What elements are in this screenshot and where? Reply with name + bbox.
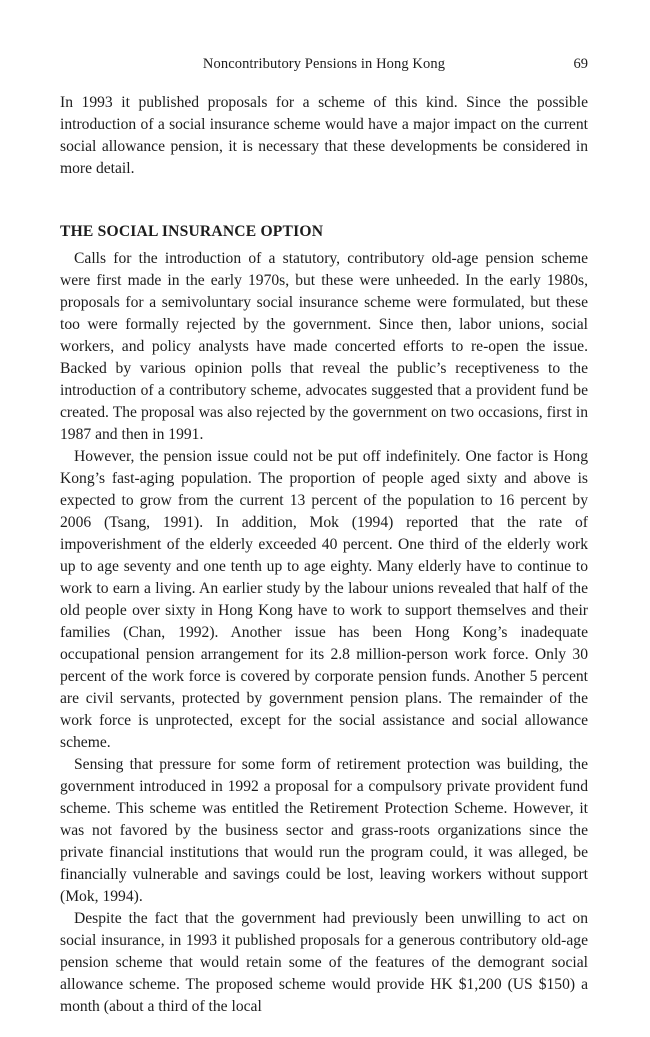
section-heading: THE SOCIAL INSURANCE OPTION — [60, 223, 324, 240]
body-text — [60, 92, 588, 1018]
running-title: Noncontributory Pensions in Hong Kong — [202, 56, 446, 72]
paragraph-proposed-scheme: Despite the fact that the government had previously been unwilling to act on social insurance, in 1993 it published proposals for a generous contributory old-age pension scheme that would retain some of the features of the demogrant social allowance scheme. The proposed scheme would provide HK $1,200 (US $150) a month (about a third of the local — [60, 910, 588, 1015]
intro-paragraph: In 1993 it published proposals for a scheme of this kind. Since the possible introduction of a social insurance scheme would have a major impact on the current social allowance pension, it is necessary that these developments be considered in more detail. — [60, 94, 588, 177]
paragraph-retirement-protection: Sensing that pressure for some form of retirement protection was building, the government introduced in 1992 a proposal for a compulsory private provident fund scheme. This scheme was entitled the Retirement Protection Scheme. However, it was not favored by the business sector and grass-roots organizations since the private financial institutions that would run the program could, it was alleged, be financially vulnerable and savings could be lost, leaving workers without support (Mok, 1994). — [60, 756, 588, 905]
page-number: 69 — [573, 56, 588, 72]
paragraph-calls-for-pension: Calls for the introduction of a statutory, contributory old-age pension scheme were first made in the early 1970s, but these were unheeded. In the early 1980s, proposals for a semivoluntary social insurance scheme were formulated, but these too were formally rejected by the government. Since then, labor unions, social workers, and policy analysts have made concerted efforts to re-open the issue. Backed by various opinion polls that reveal the public’s receptiveness to the introduction of a contributory scheme, advocates suggested that a provident fund be created. The proposal was also rejected by the government on two occasions, first in 1987 and then in 1991. — [60, 250, 588, 443]
book-page — [60, 52, 588, 1018]
running-head — [60, 52, 588, 76]
paragraph-pension-issue: However, the pension issue could not be put off indefinitely. One factor is Hong Kong’s fast-aging population. The proportion of people aged sixty and above is expected to grow from the current 13 percent of the population to 16 percent by 2006 (Tsang, 1991). In addition, Mok (1994) reported that the rate of impoverishment of the elderly exceeded 40 percent. One third of the elderly work up to age seventy and one tenth up to age eighty. Many elderly have to continue to work to earn a living. An earlier study by the labour unions revealed that half of the old people over sixty in Hong Kong have to work to support themselves and their families (Chan, 1992). Another issue has been Hong Kong’s inadequate occupational pension arrangement for its 2.8 million-person work force. Only 30 percent of the work force is covered by corporate pension funds. Another 5 percent are civil servants, protected by government pension plans. The remainder of the work force is unprotected, except for the social assistance and social allowance scheme. — [60, 448, 588, 751]
